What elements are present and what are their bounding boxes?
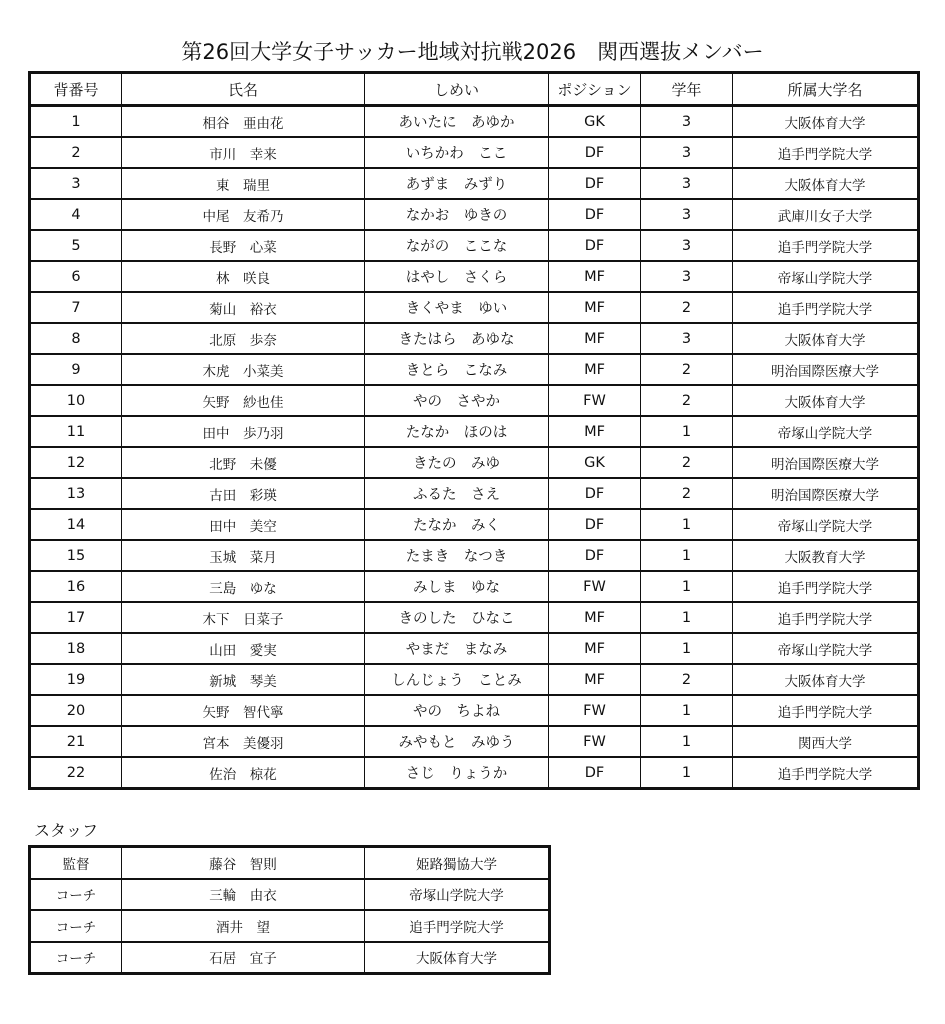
player-kana: さじ りょうか [365, 757, 549, 789]
staff-body [30, 847, 550, 974]
player-name: 矢野 智代寧 [122, 695, 365, 726]
player-number: 4 [30, 199, 122, 230]
player-name: 玉城 菜月 [122, 540, 365, 571]
player-year: 3 [641, 323, 733, 354]
player-kana: たなか みく [365, 509, 549, 540]
player-position: MF [549, 323, 641, 354]
player-university: 追手門学院大学 [733, 137, 919, 168]
player-name: 相谷 亜由花 [122, 106, 365, 138]
player-university: 関西大学 [733, 726, 919, 757]
player-name: 山田 愛実 [122, 633, 365, 664]
player-number: 15 [30, 540, 122, 571]
player-year: 1 [641, 695, 733, 726]
table-row [30, 292, 919, 323]
player-university: 帝塚山学院大学 [733, 416, 919, 447]
player-number: 12 [30, 447, 122, 478]
player-position: DF [549, 540, 641, 571]
staff-role: コーチ [30, 879, 122, 911]
player-university: 大阪体育大学 [733, 323, 919, 354]
player-number: 17 [30, 602, 122, 633]
player-year: 2 [641, 664, 733, 695]
player-year: 3 [641, 137, 733, 168]
player-university: 明治国際医療大学 [733, 354, 919, 385]
table-row [30, 571, 919, 602]
player-kana: はやし さくら [365, 261, 549, 292]
player-kana: みやもと みゆう [365, 726, 549, 757]
player-kana: きとら こなみ [365, 354, 549, 385]
player-kana: やまだ まなみ [365, 633, 549, 664]
header-name: 氏名 [122, 73, 365, 106]
player-kana: きたはら あゆな [365, 323, 549, 354]
player-year: 2 [641, 478, 733, 509]
staff-heading: スタッフ [34, 821, 99, 840]
player-year: 3 [641, 106, 733, 138]
player-year: 2 [641, 354, 733, 385]
player-position: MF [549, 261, 641, 292]
table-row [30, 633, 919, 664]
staff-name: 石居 宜子 [122, 942, 365, 974]
player-university: 明治国際医療大学 [733, 447, 919, 478]
player-position: FW [549, 385, 641, 416]
roster-table [28, 71, 920, 790]
player-name: 長野 心菜 [122, 230, 365, 261]
table-row [30, 509, 919, 540]
player-university: 武庫川女子大学 [733, 199, 919, 230]
player-kana: たなか ほのは [365, 416, 549, 447]
player-university: 明治国際医療大学 [733, 478, 919, 509]
table-row [30, 540, 919, 571]
staff-affiliation: 追手門学院大学 [365, 910, 550, 942]
player-position: FW [549, 726, 641, 757]
player-kana: やの ちよね [365, 695, 549, 726]
player-year: 1 [641, 602, 733, 633]
player-position: DF [549, 509, 641, 540]
player-number: 1 [30, 106, 122, 138]
staff-affiliation: 姫路獨協大学 [365, 847, 550, 879]
player-name: 古田 彩瑛 [122, 478, 365, 509]
player-position: DF [549, 137, 641, 168]
player-kana: あずま みずり [365, 168, 549, 199]
header-position: ポジション [549, 73, 641, 106]
player-position: FW [549, 695, 641, 726]
player-position: GK [549, 106, 641, 138]
player-name: 木下 日菜子 [122, 602, 365, 633]
player-university: 帝塚山学院大学 [733, 261, 919, 292]
player-name: 市川 幸来 [122, 137, 365, 168]
staff-name: 三輪 由衣 [122, 879, 365, 911]
player-university: 大阪教育大学 [733, 540, 919, 571]
header-number: 背番号 [30, 73, 122, 106]
table-row [30, 385, 919, 416]
player-year: 1 [641, 757, 733, 789]
player-position: DF [549, 757, 641, 789]
table-row [30, 847, 550, 879]
player-position: DF [549, 199, 641, 230]
player-kana: みしま ゆな [365, 571, 549, 602]
player-number: 20 [30, 695, 122, 726]
table-row [30, 354, 919, 385]
player-kana: いちかわ ここ [365, 137, 549, 168]
staff-name: 酒井 望 [122, 910, 365, 942]
player-name: 宮本 美優羽 [122, 726, 365, 757]
player-kana: しんじょう ことみ [365, 664, 549, 695]
player-kana: きたの みゆ [365, 447, 549, 478]
staff-name: 藤谷 智則 [122, 847, 365, 879]
player-position: MF [549, 602, 641, 633]
player-university: 帝塚山学院大学 [733, 633, 919, 664]
player-position: MF [549, 633, 641, 664]
player-name: 田中 美空 [122, 509, 365, 540]
player-year: 2 [641, 447, 733, 478]
player-name: 東 瑞里 [122, 168, 365, 199]
player-university: 追手門学院大学 [733, 230, 919, 261]
player-university: 追手門学院大学 [733, 757, 919, 789]
player-kana: たまき なつき [365, 540, 549, 571]
player-year: 1 [641, 509, 733, 540]
table-row [30, 168, 919, 199]
player-position: MF [549, 292, 641, 323]
player-number: 22 [30, 757, 122, 789]
player-year: 2 [641, 292, 733, 323]
player-university: 大阪体育大学 [733, 168, 919, 199]
player-year: 1 [641, 571, 733, 602]
player-number: 6 [30, 261, 122, 292]
staff-table [28, 845, 551, 975]
player-number: 11 [30, 416, 122, 447]
player-name: 菊山 裕衣 [122, 292, 365, 323]
roster-body [30, 106, 919, 789]
player-number: 3 [30, 168, 122, 199]
player-kana: きのした ひなこ [365, 602, 549, 633]
player-university: 大阪体育大学 [733, 664, 919, 695]
staff-role: 監督 [30, 847, 122, 879]
table-row [30, 757, 919, 789]
player-kana: ふるた さえ [365, 478, 549, 509]
player-kana: あいたに あゆか [365, 106, 549, 138]
table-row [30, 137, 919, 168]
player-year: 3 [641, 230, 733, 261]
player-number: 13 [30, 478, 122, 509]
player-number: 7 [30, 292, 122, 323]
player-year: 1 [641, 416, 733, 447]
player-university: 追手門学院大学 [733, 695, 919, 726]
player-name: 木虎 小菜美 [122, 354, 365, 385]
staff-affiliation: 帝塚山学院大学 [365, 879, 550, 911]
player-name: 矢野 紗也佳 [122, 385, 365, 416]
player-year: 3 [641, 261, 733, 292]
header-university: 所属大学名 [733, 73, 919, 106]
player-name: 田中 歩乃羽 [122, 416, 365, 447]
staff-role: コーチ [30, 910, 122, 942]
player-university: 追手門学院大学 [733, 292, 919, 323]
header-year: 学年 [641, 73, 733, 106]
table-row [30, 942, 550, 974]
player-number: 2 [30, 137, 122, 168]
player-year: 3 [641, 199, 733, 230]
table-row [30, 199, 919, 230]
table-row [30, 447, 919, 478]
staff-affiliation: 大阪体育大学 [365, 942, 550, 974]
player-kana: きくやま ゆい [365, 292, 549, 323]
header-kana: しめい [365, 73, 549, 106]
table-row [30, 106, 919, 138]
table-row [30, 664, 919, 695]
player-year: 1 [641, 540, 733, 571]
player-year: 2 [641, 385, 733, 416]
staff-role: コーチ [30, 942, 122, 974]
player-number: 8 [30, 323, 122, 354]
document-title: 第26回大学女子サッカー地域対抗戦2026 関西選抜メンバー [181, 40, 764, 64]
table-row [30, 261, 919, 292]
player-year: 1 [641, 633, 733, 664]
player-university: 追手門学院大学 [733, 571, 919, 602]
player-name: 林 咲良 [122, 261, 365, 292]
player-number: 16 [30, 571, 122, 602]
player-year: 1 [641, 726, 733, 757]
player-position: MF [549, 354, 641, 385]
player-number: 21 [30, 726, 122, 757]
player-position: DF [549, 230, 641, 261]
player-position: MF [549, 664, 641, 695]
player-position: MF [549, 416, 641, 447]
player-position: DF [549, 478, 641, 509]
table-row [30, 478, 919, 509]
player-number: 18 [30, 633, 122, 664]
player-university: 帝塚山学院大学 [733, 509, 919, 540]
table-row [30, 910, 550, 942]
player-name: 新城 琴美 [122, 664, 365, 695]
player-number: 19 [30, 664, 122, 695]
player-kana: ながの ここな [365, 230, 549, 261]
table-row [30, 416, 919, 447]
player-position: DF [549, 168, 641, 199]
roster-header-row [30, 73, 919, 106]
player-name: 佐治 椋花 [122, 757, 365, 789]
player-university: 大阪体育大学 [733, 106, 919, 138]
table-row [30, 602, 919, 633]
player-number: 5 [30, 230, 122, 261]
player-kana: なかお ゆきの [365, 199, 549, 230]
player-position: FW [549, 571, 641, 602]
player-year: 3 [641, 168, 733, 199]
player-number: 10 [30, 385, 122, 416]
player-name: 三島 ゆな [122, 571, 365, 602]
player-university: 大阪体育大学 [733, 385, 919, 416]
table-row [30, 879, 550, 911]
table-row [30, 726, 919, 757]
player-name: 北野 未優 [122, 447, 365, 478]
player-number: 14 [30, 509, 122, 540]
table-row [30, 230, 919, 261]
player-number: 9 [30, 354, 122, 385]
player-name: 北原 歩奈 [122, 323, 365, 354]
player-name: 中尾 友希乃 [122, 199, 365, 230]
player-position: GK [549, 447, 641, 478]
player-kana: やの さやか [365, 385, 549, 416]
table-row [30, 323, 919, 354]
table-row [30, 695, 919, 726]
player-university: 追手門学院大学 [733, 602, 919, 633]
